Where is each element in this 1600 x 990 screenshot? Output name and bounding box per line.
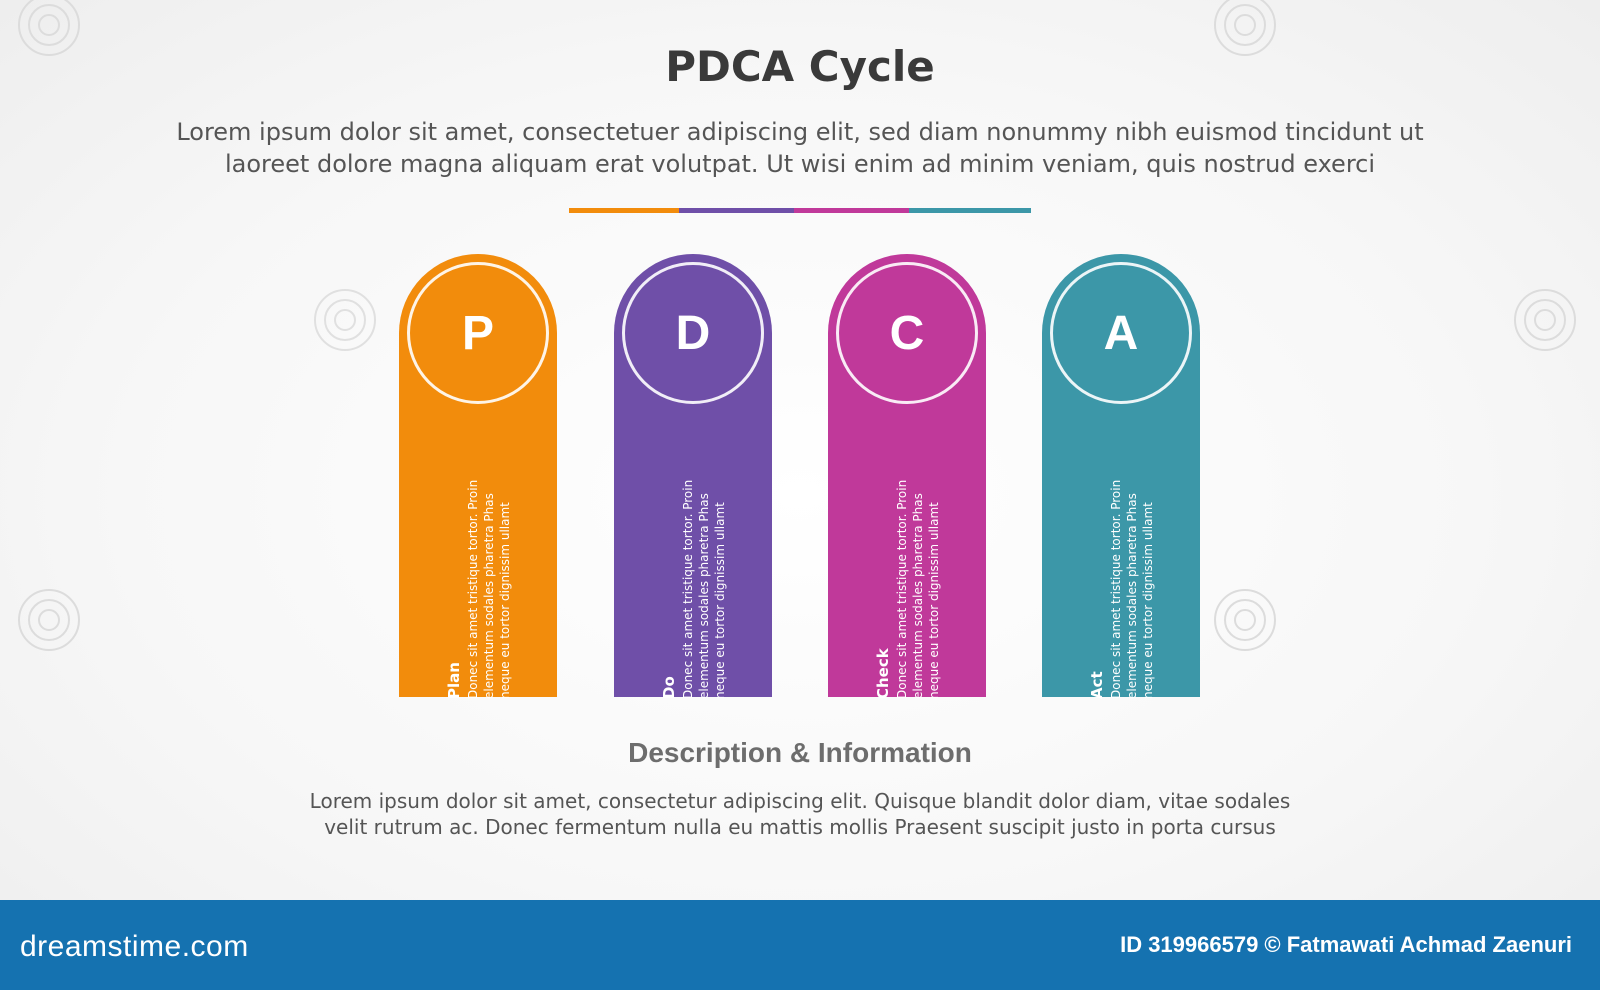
step-card-act (1042, 254, 1200, 697)
footer-bar (0, 900, 1600, 990)
step-desc-line-1: Donec sit amet tristique tortor. Proin (1109, 479, 1123, 699)
step-desc-line-3: neque eu tortor dignissim ullamt (927, 502, 941, 699)
step-desc-line-1: Donec sit amet tristique tortor. Proin (466, 479, 480, 699)
step-letter: C (889, 306, 925, 360)
watermark-spiral-icon (1210, 0, 1280, 60)
description-line-1: Lorem ipsum dolor sit amet, consectetur adipiscing elit. Quisque blandit dolor diam, vitae sodales (309, 789, 1291, 813)
step-card-check (828, 254, 986, 697)
step-card-do (614, 254, 772, 697)
watermark-spiral-icon (1510, 285, 1580, 355)
watermark-spiral-icon (1210, 585, 1280, 655)
step-name: Do (660, 676, 678, 699)
step-desc-line-3: neque eu tortor dignissim ullamt (713, 502, 727, 699)
divider-segment-plan (569, 208, 679, 213)
step-desc-line-1: Donec sit amet tristique tortor. Proin (681, 479, 695, 699)
step-name: Act (1088, 671, 1106, 699)
step-text (872, 459, 942, 699)
letter-circle (836, 262, 978, 404)
step-desc-line-1: Donec sit amet tristique tortor. Proin (895, 479, 909, 699)
step-desc-line-3: neque eu tortor dignissim ullamt (1141, 502, 1155, 699)
step-desc-line-2: elementum sodales pharetra Phas (697, 493, 711, 699)
step-text (443, 459, 513, 699)
watermark-spiral-icon (14, 0, 84, 60)
step-letter: P (461, 306, 494, 360)
letter-circle (407, 262, 549, 404)
image-credit: ID 319966579 © Fatmawati Achmad Zaenuri (1120, 932, 1572, 957)
divider-segment-check (794, 208, 909, 213)
step-desc-line-2: elementum sodales pharetra Phas (1125, 493, 1139, 699)
description-body (240, 788, 1360, 840)
step-letter: D (675, 306, 711, 360)
watermark-spiral-icon (14, 585, 84, 655)
step-name: Check (874, 648, 892, 699)
description-line-2: velit rutrum ac. Donec fermentum nulla eu mattis mollis Praesent suscipit justo in porta cursus (324, 815, 1276, 839)
letter-circle (622, 262, 764, 404)
subtitle-line-1: Lorem ipsum dolor sit amet, consectetuer adipiscing elit, sed diam nonummy nibh euismod tincidunt ut (176, 118, 1424, 146)
letter-circle (1050, 262, 1192, 404)
step-text (658, 459, 728, 699)
brand-logo: dreamstime.com (20, 930, 249, 963)
step-card-plan (399, 254, 557, 697)
subtitle (100, 116, 1500, 180)
step-text (1086, 459, 1156, 699)
page-title: PDCA Cycle (665, 42, 935, 91)
divider-segment-do (679, 208, 794, 213)
step-desc-line-2: elementum sodales pharetra Phas (482, 493, 496, 699)
step-name: Plan (445, 662, 463, 699)
subtitle-line-2: laoreet dolore magna aliquam erat volutpat. Ut wisi enim ad minim veniam, quis nostrud exerci (224, 150, 1376, 178)
color-divider (569, 208, 1031, 213)
step-desc-line-2: elementum sodales pharetra Phas (911, 493, 925, 699)
divider-segment-act (909, 208, 1031, 213)
watermark-spiral-icon (310, 285, 380, 355)
description-title: Description & Information (628, 737, 972, 768)
step-desc-line-3: neque eu tortor dignissim ullamt (498, 502, 512, 699)
step-letter: A (1103, 306, 1139, 360)
